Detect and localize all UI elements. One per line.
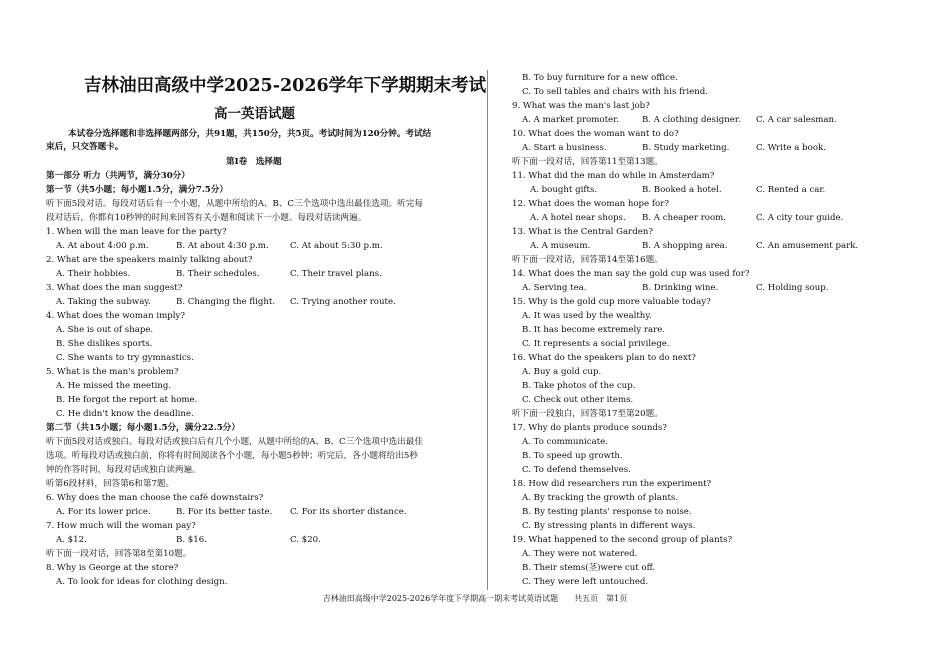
option-c: C. Rented a car. bbox=[756, 185, 826, 195]
option-b: B. Their schedules. bbox=[176, 269, 260, 279]
option-a: A. A hotel near shops. bbox=[530, 213, 626, 223]
option-c: C. By stressing plants in different ways. bbox=[522, 521, 696, 531]
question-stem: 9. What was the man's last job? bbox=[512, 101, 650, 111]
option-b: B. For its better taste. bbox=[176, 507, 273, 517]
option-b: B. A shopping area. bbox=[642, 241, 728, 251]
option-c: C. It represents a social privilege. bbox=[522, 339, 670, 349]
question-stem: 16. What do the speakers plan to do next? bbox=[512, 353, 696, 363]
listen-instruction: 听下面一段独白，回答第17至第20题。 bbox=[512, 409, 663, 419]
section1-desc-1: 听下面5段对话。每段对话后有一个小题，从题中所给的A、B、C三个选项中选出最佳选项。听完每 bbox=[46, 199, 423, 209]
option-b: B. At about 4:30 p.m. bbox=[176, 241, 269, 251]
listen-instruction: 听下面一段对话，回答第8至第10题。 bbox=[46, 549, 192, 559]
option-a: A. At about 4:00 p.m. bbox=[56, 241, 149, 251]
section2-heading: 第二节（共15小题；每小题1.5分，满分22.5分） bbox=[46, 423, 240, 433]
option-a: A. Serving tea. bbox=[522, 283, 587, 293]
option-a: A. To communicate. bbox=[522, 437, 608, 447]
option-b: B. Their stems(茎)were cut off. bbox=[522, 563, 656, 573]
option-a: A. It was used by the wealthy. bbox=[522, 311, 652, 321]
option-c: C. For its shorter distance. bbox=[290, 507, 407, 517]
question-stem: 8. Why is George at the store? bbox=[46, 563, 179, 573]
section1-heading: 第一节（共5小题；每小题1.5分，满分7.5分） bbox=[46, 185, 228, 195]
option-a: A. For its lower price. bbox=[56, 507, 151, 517]
option-b: B. To buy furniture for a new office. bbox=[522, 73, 678, 83]
option-a: A. Taking the subway. bbox=[56, 297, 151, 307]
option-c: C. To defend themselves. bbox=[522, 465, 631, 475]
option-c: C. Holding soup. bbox=[756, 283, 829, 293]
option-c: C. Write a book. bbox=[756, 143, 826, 153]
option-b: B. A cheaper room. bbox=[642, 213, 727, 223]
option-a: A. Start a business. bbox=[522, 143, 607, 153]
exam-title: 吉林油田高级中学2025-2026学年下学期期末考试 bbox=[84, 76, 487, 96]
question-stem: 6. Why does the man choose the café downstairs? bbox=[46, 493, 264, 503]
option-a: A. Their hobbies. bbox=[56, 269, 131, 279]
volume-heading: 第Ⅰ卷 选择题 bbox=[226, 157, 282, 167]
section1-desc-2: 段对话后，你都有10秒钟的时间来回答有关小题和阅读下一小题。每段对话读两遍。 bbox=[46, 213, 367, 223]
question-stem: 1. When will the man leave for the party? bbox=[46, 227, 227, 237]
option-a: A. She is out of shape. bbox=[56, 325, 154, 335]
option-c: C. $20. bbox=[290, 535, 321, 545]
listen-instruction: 听下面一段对话，回答第11至第13题。 bbox=[512, 157, 663, 167]
section2-desc-1: 听下面5段对话或独白。每段对话或独白后有几个小题，从题中所给的A、B、C三个选项中选出最佳 bbox=[46, 437, 423, 447]
question-stem: 10. What does the woman want to do? bbox=[512, 129, 679, 139]
option-c: C. To sell tables and chairs with his friend. bbox=[522, 87, 708, 97]
option-a: A. By tracking the growth of plants. bbox=[522, 493, 679, 503]
question-stem: 2. What are the speakers mainly talking about? bbox=[46, 255, 253, 265]
option-b: B. Changing the flight. bbox=[176, 297, 276, 307]
section2-desc-3: 钟的作答时间，每段对话或独白读两遍。 bbox=[46, 465, 201, 475]
option-c: C. Trying another route. bbox=[290, 297, 396, 307]
question-stem: 4. What does the woman imply? bbox=[46, 311, 185, 321]
question-stem: 19. What happened to the second group of plants? bbox=[512, 535, 733, 545]
question-stem: 12. What does the woman hope for? bbox=[512, 199, 669, 209]
question-stem: 13. What is the Central Garden? bbox=[512, 227, 653, 237]
option-b: B. Drinking wine. bbox=[642, 283, 719, 293]
question-stem: 7. How much will the woman pay? bbox=[46, 521, 196, 531]
option-c: C. They were left untouched. bbox=[522, 577, 649, 587]
listen-instruction: 听第6段材料，回答第6和第7题。 bbox=[46, 479, 175, 489]
option-b: B. To speed up growth. bbox=[522, 451, 623, 461]
intro-line-1: 本试卷分选择题和非选择题两部分，共91题，共150分，共5页。考试时间为120分钟。考试结 bbox=[68, 129, 432, 139]
question-stem: 5. What is the man's problem? bbox=[46, 367, 179, 377]
option-c: C. At about 5:30 p.m. bbox=[290, 241, 383, 251]
intro-line-2: 束后，只交答题卡。 bbox=[46, 142, 124, 152]
option-a: A. A museum. bbox=[530, 241, 591, 251]
option-c: C. He didn't know the deadline. bbox=[56, 409, 194, 419]
option-b: B. It has become extremely rare. bbox=[522, 325, 666, 335]
page-footer: 吉林油田高级中学2025-2026学年度下学期高一期末考试英语试题 共五页 第1页 bbox=[322, 594, 628, 603]
section2-desc-2: 选项。听每段对话或独白前，你将有时间阅读各个小题，每小题5秒钟；听完后，各小题将给出5秒 bbox=[46, 451, 418, 461]
option-a: A. To look for ideas for clothing design. bbox=[56, 577, 228, 587]
question-stem: 14. What does the man say the gold cup was used for? bbox=[512, 269, 750, 279]
question-stem: 3. What does the man suggest? bbox=[46, 283, 183, 293]
option-b: B. Booked a hotel. bbox=[642, 185, 722, 195]
listen-instruction: 听下面一段对话，回答第14至第16题。 bbox=[512, 255, 663, 265]
option-b: B. Study marketing. bbox=[642, 143, 730, 153]
option-a: A. A market promoter. bbox=[522, 115, 620, 125]
option-c: C. A car salesman. bbox=[756, 115, 837, 125]
option-b: B. By testing plants' response to noise. bbox=[522, 507, 692, 517]
column-divider bbox=[487, 70, 488, 590]
part1-heading: 第一部分 听力（共两节，满分30分） bbox=[46, 171, 190, 181]
option-b: B. A clothing designer. bbox=[642, 115, 741, 125]
question-stem: 17. Why do plants produce sounds? bbox=[512, 423, 667, 433]
question-stem: 11. What did the man do while in Amsterdam? bbox=[512, 171, 715, 181]
option-a: A. They were not watered. bbox=[522, 549, 638, 559]
option-b: B. He forgot the report at home. bbox=[56, 395, 198, 405]
exam-subtitle: 高一英语试题 bbox=[214, 106, 295, 122]
option-a: A. $12. bbox=[56, 535, 87, 545]
option-a: A. He missed the meeting. bbox=[56, 381, 172, 391]
option-c: C. She wants to try gymnastics. bbox=[56, 353, 194, 363]
question-stem: 15. Why is the gold cup more valuable today? bbox=[512, 297, 711, 307]
option-b: B. She dislikes sports. bbox=[56, 339, 153, 349]
option-b: B. $16. bbox=[176, 535, 207, 545]
option-a: A. bought gifts. bbox=[530, 185, 598, 195]
question-stem: 18. How did researchers run the experiment? bbox=[512, 479, 712, 489]
option-c: C. Check out other items. bbox=[522, 395, 634, 405]
option-c: C. A city tour guide. bbox=[756, 213, 844, 223]
option-c: C. An amusement park. bbox=[756, 241, 859, 251]
option-c: C. Their travel plans. bbox=[290, 269, 382, 279]
option-b: B. Take photos of the cup. bbox=[522, 381, 636, 391]
option-a: A. Buy a gold cup. bbox=[522, 367, 602, 377]
